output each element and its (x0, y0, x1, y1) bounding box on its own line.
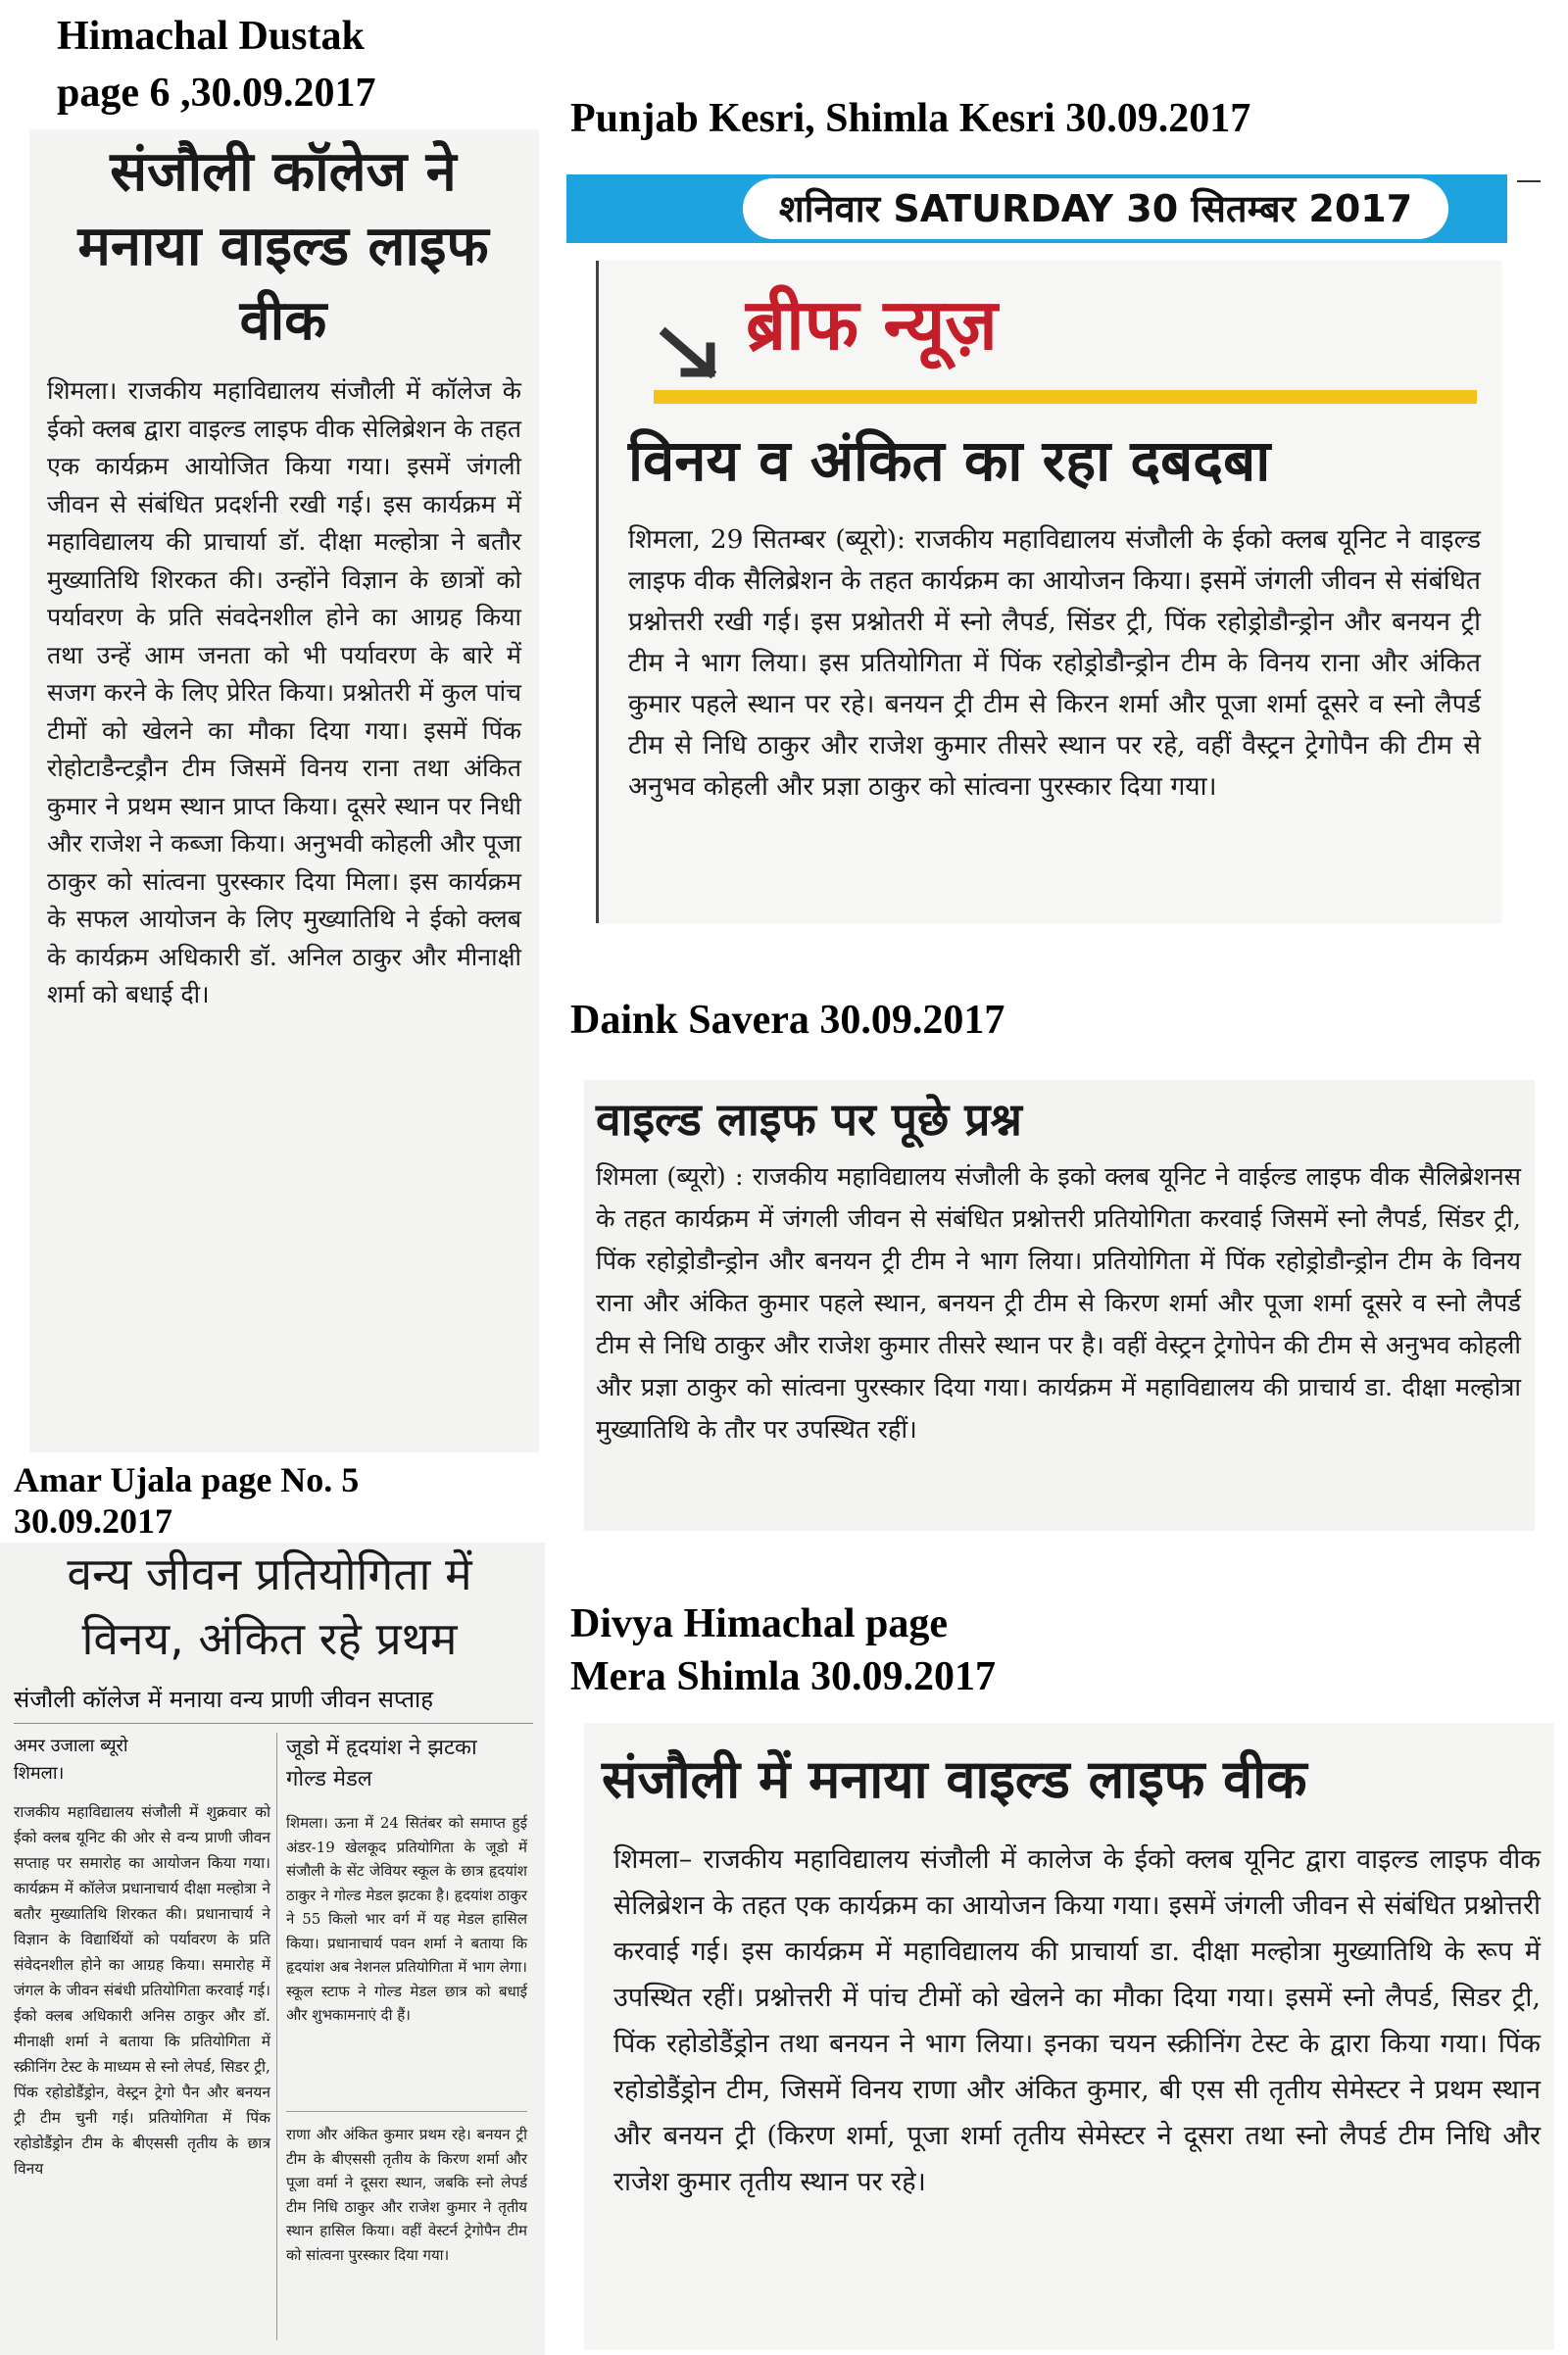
amar-col2: शिमला। ऊना में 24 सितंबर को समाप्त हुई अंडर-19 खेलकूद प्रतियोगिता के जूडो में संजौली के सेंट जेवियर स्कूल के छात्र हृदयांश ठाकुर ने गोल्ड मेडल झटका है। हृदयांश ठाकुर ने 55 किलो भार वर्ग में यह मेडल हासिल किया। प्रधानाचार्य पवन शर्मा ने बताया कि हृदयांश अब नेशनल प्रतियोगिता में भाग लेगा। स्कूल स्टाफ ने गोल्ड मेडल छात्र को बधाई और शुभकामनाएं दी हैं। (286, 1814, 527, 2024)
label-amar-ujala: Amar Ujala page No. 5 (14, 1460, 360, 1499)
amar-byline: अमर उजाला ब्यूरो (14, 1736, 128, 1756)
punjab-date-band (566, 174, 1546, 249)
clipping-amar-ujala (0, 1543, 545, 2355)
label-divya-himachal: Divya Himachal page (570, 1601, 948, 1646)
amar-dateline: शिमला। (14, 1763, 65, 1784)
label-mera-shimla: Mera Shimla 30.09.2017 (570, 1654, 996, 1699)
punjab-brief-news: ब्रीफ न्यूज़ (746, 283, 998, 366)
amar-col1: राजकीय महाविद्यालय संजौली में शुक्रवार को ईको क्लब यूनिट की ओर से वन्य प्राणी जीवन सप्ताह पर समारोह का आयोजन किया गया। कार्यक्रम में कॉलेज प्रधानाचार्य दीक्षा मल्होत्रा ने बतौर मुख्यातिथि शिरकत की। प्रधानाचार्य ने विज्ञान के विद्यार्थियों को पर्यावरण के प्रति संवेदनशील होने का आग्रह किया। समारोह में जंगल के जीवन संबंधी प्रतियोगिता करवाई गई। ईको क्लब अधिकारी अनिस ठाकुर और डॉ. मीनाक्षी शर्मा ने बताया कि प्रतियोगिता में स्क्रीनिंग टेस्ट के माध्यम से स्नो लेपर्ड, सिडर ट्री, पिंक रहोडोडैंड्रोन, वेस्ट्रन ट्रेगो पैन और बनयन ट्री टीम चुनी गई। प्रतियोगिता में पिंक रहोडोडैंड्रोन टीम के बीएससी तृतीय के छात्र विनय (14, 1803, 270, 2178)
amar-subhead: संजौली कॉलेज में मनाया वन्य प्राणी जीवन सप्ताह (14, 1686, 433, 1713)
amar-column-divider (276, 1733, 277, 2340)
label-daink-savera: Daink Savera 30.09.2017 (570, 998, 1005, 1043)
amar-rule (14, 1723, 533, 1724)
label-dustak-page: page 6 ,30.09.2017 (57, 71, 376, 116)
punjab-date-text: शनिवार SATURDAY 30 सितम्बर 2017 (778, 187, 1413, 230)
amar-col2b: राणा और अंकित कुमार प्रथम रहे। बनयन ट्री टीम के बीएससी तृतीय के किरण शर्मा और पूजा वर्मा ने दूसरा स्थान, जबकि स्नो लेपर्ड टीम निधि ठाकुर और राजेश कुमार ने तृतीय स्थान हासिल किया। वहीं वेस्टर्न ट्रेगोपैन टीम को सांत्वना पुरस्कार दिया गया। (286, 2126, 527, 2264)
punjab-body: शिमला, 29 सितम्बर (ब्यूरो): राजकीय महाविद्यालय संजौली के ईको क्लब यूनिट ने वाइल्ड लाइफ वीक सैलिब्रेशन के तहत कार्यक्रम का आयोजन किया। इसमें जंगली जीवन से संबंधित प्रश्नोत्तरी रखी गई। इस प्रश्नोतरी में स्नो लैपर्ड, सिंडर ट्री, पिंक रहोड्रोडौन्ड्रोन और बनयन ट्री टीम ने भाग लिया। इस प्रतियोगिता में पिंक रहोड्रोडौन्ड्रोन टीम के विनय राना और अंकित कुमार पहले स्थान पर रहे। बनयन ट्री टीम से किरन शर्मा और पूजा शर्मा दूसरे व स्नो लैपर्ड टीम से निधि ठाकुर और राजेश कुमार तीसरे स्थान पर रहे, वहीं वैस्ट्रन ट्रेगोपैन की टीम से अनुभव कोहली और प्रज्ञा ठाकुर को सांत्वना पुरस्कार दिया गया। (628, 524, 1481, 802)
divya-body: शिमला– राजकीय महाविद्यालय संजौली में कालेज के ईको क्लब यूनिट द्वारा वाइल्ड लाइफ वीक सेलिब्रेशन के तहत एक कार्यक्रम का आयोजन किया गया। इसमें जंगली जीवन से संबंधित प्रश्नोत्तरी करवाई गई। इस कार्यक्रम में महाविद्यालय की प्राचार्या डा. दीक्षा मल्होत्रा मुख्यातिथि के रूप में उपस्थित रहीं। प्रश्नोत्तरी में पांच टीमों को खेलने का मौका दिया गया। इसमें स्नो लैपर्ड, सिडर ट्री, पिंक रहोडोडैंड्रोन तथा बनयन ने भाग लिया। इनका चयन स्क्रीनिंग टेस्ट के द्वारा किया गया। पिंक रहोडोडैंड्रोन टीम, जिसमें विनय राणा और अंकित कुमार, बी एस सी तृतीय सेमेस्टर ने प्रथम स्थान और बनयन ट्री (किरण शर्मा, पूजा शर्मा तृतीय सेमेस्टर ने दूसरा तथा स्नो लैपर्ड टीम निधि और राजेश कुमार तृतीय स्थान पर रहे। (613, 1844, 1541, 2197)
divya-headline: संजौली में मनाया वाइल्ड लाइफ वीक (602, 1748, 1307, 1810)
dustak-headline: संजौली कॉलेज ने मनाया वाइल्ड लाइफ वीक (77, 140, 489, 353)
clipping-divya-himachal (584, 1723, 1554, 2350)
amar-col2-headline: जूडो में हृदयांश ने झटका गोल्ड मेडल (286, 1736, 477, 1791)
punjab-headline: विनय व अंकित का रहा दबदबा (628, 427, 1271, 494)
label-dustak-title: Himachal Dustak (57, 14, 365, 59)
arrow-icon (658, 325, 726, 384)
savera-body: शिमला (ब्यूरो) : राजकीय महाविद्यालय संजौली के इको क्लब यूनिट ने वाईल्ड लाइफ वीक सैलिब्रेशनस के तहत कार्यक्रम में जंगली जीवन से संबंधित प्रश्नोत्तरी प्रतियोगिता करवाई जिसमें स्नो लैपर्ड, सिंडर ट्री, पिंक रहोड्रोडौन्ड्रोन और बनयन ट्री टीम ने भाग लिया। प्रतियोगिता में पिंक रहोड्रोडौन्ड्रोन टीम के विनय राना और अंकित कुमार पहले स्थान, बनयन ट्री टीम से किरण शर्मा और पूजा शर्मा दूसरे व स्नो लैपर्ड टीम से निधि ठाकुर और राजेश कुमार तीसरे स्थान पर है। वहीं वेस्ट्रन ट्रेगोपेन की टीम से अनुभव कोहली और प्रज्ञा ठाकुर को सांत्वना पुरस्कार दिया गया। कार्यक्रम में महाविद्यालय की प्राचार्य डा. दीक्षा मल्होत्रा मुख्यातिथि के तौर पर उपस्थित रहीं। (596, 1162, 1521, 1445)
amar-col2-rule (286, 2111, 527, 2112)
dustak-body: शिमला। राजकीय महाविद्यालय संजौली में कॉलेज के ईको क्लब द्वारा वाइल्ड लाइफ वीक सेलिब्रेशन के तहत एक कार्यक्रम आयोजित किया गया। इसमें जंगली जीवन से संबंधित प्रदर्शनी रखी गई। इस कार्यक्रम में महाविद्यालय की प्राचार्या डॉ. दीक्षा मल्होत्रा ने बतौर मुख्यातिथि शिरकत की। उन्होंने विज्ञान के छात्रों को पर्यावरण के प्रति संवदेनशील होने का आग्रह किया तथा उन्हें आम जनता को भी पर्यावरण के बारे में सजग करने के लिए प्रेरित किया। प्रश्नोतरी में कुल पांच टीमों को खेलने का मौका दिया गया। इसमें पिंक रोहोटाडैन्टड्रौन टीम जिसमें विनय राना तथा अंकित कुमार ने प्रथम स्थान प्राप्त किया। दूसरे स्थान पर निधी और राजेश ने कब्जा किया। अनुभवी कोहली और पूजा ठाकुर को सांत्वना पुरस्कार दिया मिला। इस कार्यक्रम के सफल आयोजन के लिए मुख्यातिथि ने ईको क्लब के कार्यक्रम अधिकारी डॉ. अनिल ठाकुर और मीनाक्षी शर्मा को बधाई दी। (47, 376, 521, 1008)
amar-headline-2: विनय, अंकित रहे प्रथम (81, 1612, 458, 1665)
amar-headline-1: वन्य जीवन प्रतियोगिता में (67, 1547, 472, 1600)
clipping-himachal-dustak (29, 129, 539, 1452)
label-punjab-kesri: Punjab Kesri, Shimla Kesri 30.09.2017 (570, 96, 1251, 141)
label-amar-ujala-date: 30.09.2017 (14, 1501, 172, 1541)
savera-headline: वाइल्ड लाइफ पर पूछे प्रश्न (596, 1093, 1022, 1146)
clipping-punjab-kesri (596, 261, 1502, 923)
punjab-yellow-rule (654, 390, 1477, 404)
clipping-daink-savera (584, 1080, 1535, 1531)
